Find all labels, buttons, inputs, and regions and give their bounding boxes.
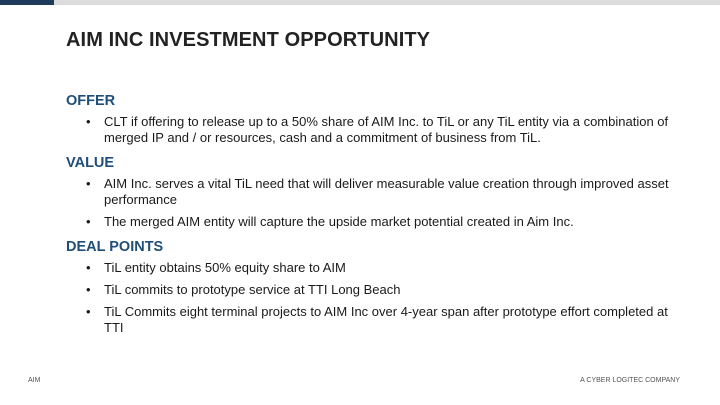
footer-right-label: A CYBER LOGITEC COMPANY [580,377,680,384]
bullet-icon: • [86,176,91,191]
bullet-item [66,114,676,146]
top-bar-accent [0,0,54,5]
bullet-text: TiL Commits eight terminal projects to AIM Inc over 4-year span after prototype effort completed at TTI [104,304,668,335]
bullet-icon: • [86,260,91,275]
deal-points-bullet-list [66,260,676,336]
section-heading-value: VALUE [66,155,115,171]
section-heading-offer: OFFER [66,93,116,109]
value-bullet-list [66,176,676,230]
section-heading-deal-points: DEAL POINTS [66,239,164,255]
bullet-icon: • [86,282,91,297]
slide-content [66,92,676,344]
bullet-icon: • [86,114,91,129]
offer-bullet-list [66,114,676,146]
footer-left-label: AIM [28,377,41,384]
bullet-text: AIM Inc. serves a vital TiL need that will deliver measurable value creation through improved asset performance [104,176,669,207]
bullet-item [66,176,676,208]
bullet-icon: • [86,214,91,229]
bullet-item [66,260,676,276]
slide-title: AIM INC INVESTMENT OPPORTUNITY [66,29,431,51]
bullet-text: TiL entity obtains 50% equity share to AIM [104,260,346,275]
bullet-item [66,304,676,336]
bullet-icon: • [86,304,91,319]
bullet-item [66,282,676,298]
bullet-text: The merged AIM entity will capture the upside market potential created in Aim Inc. [104,214,574,229]
bullet-text: CLT if offering to release up to a 50% share of AIM Inc. to TiL or any TiL entity via a combination of merged IP and / or resources, cash and a commitment of business from TiL. [104,114,669,145]
bullet-text: TiL commits to prototype service at TTI Long Beach [104,282,401,297]
bullet-item [66,214,676,230]
top-bar [0,0,720,5]
